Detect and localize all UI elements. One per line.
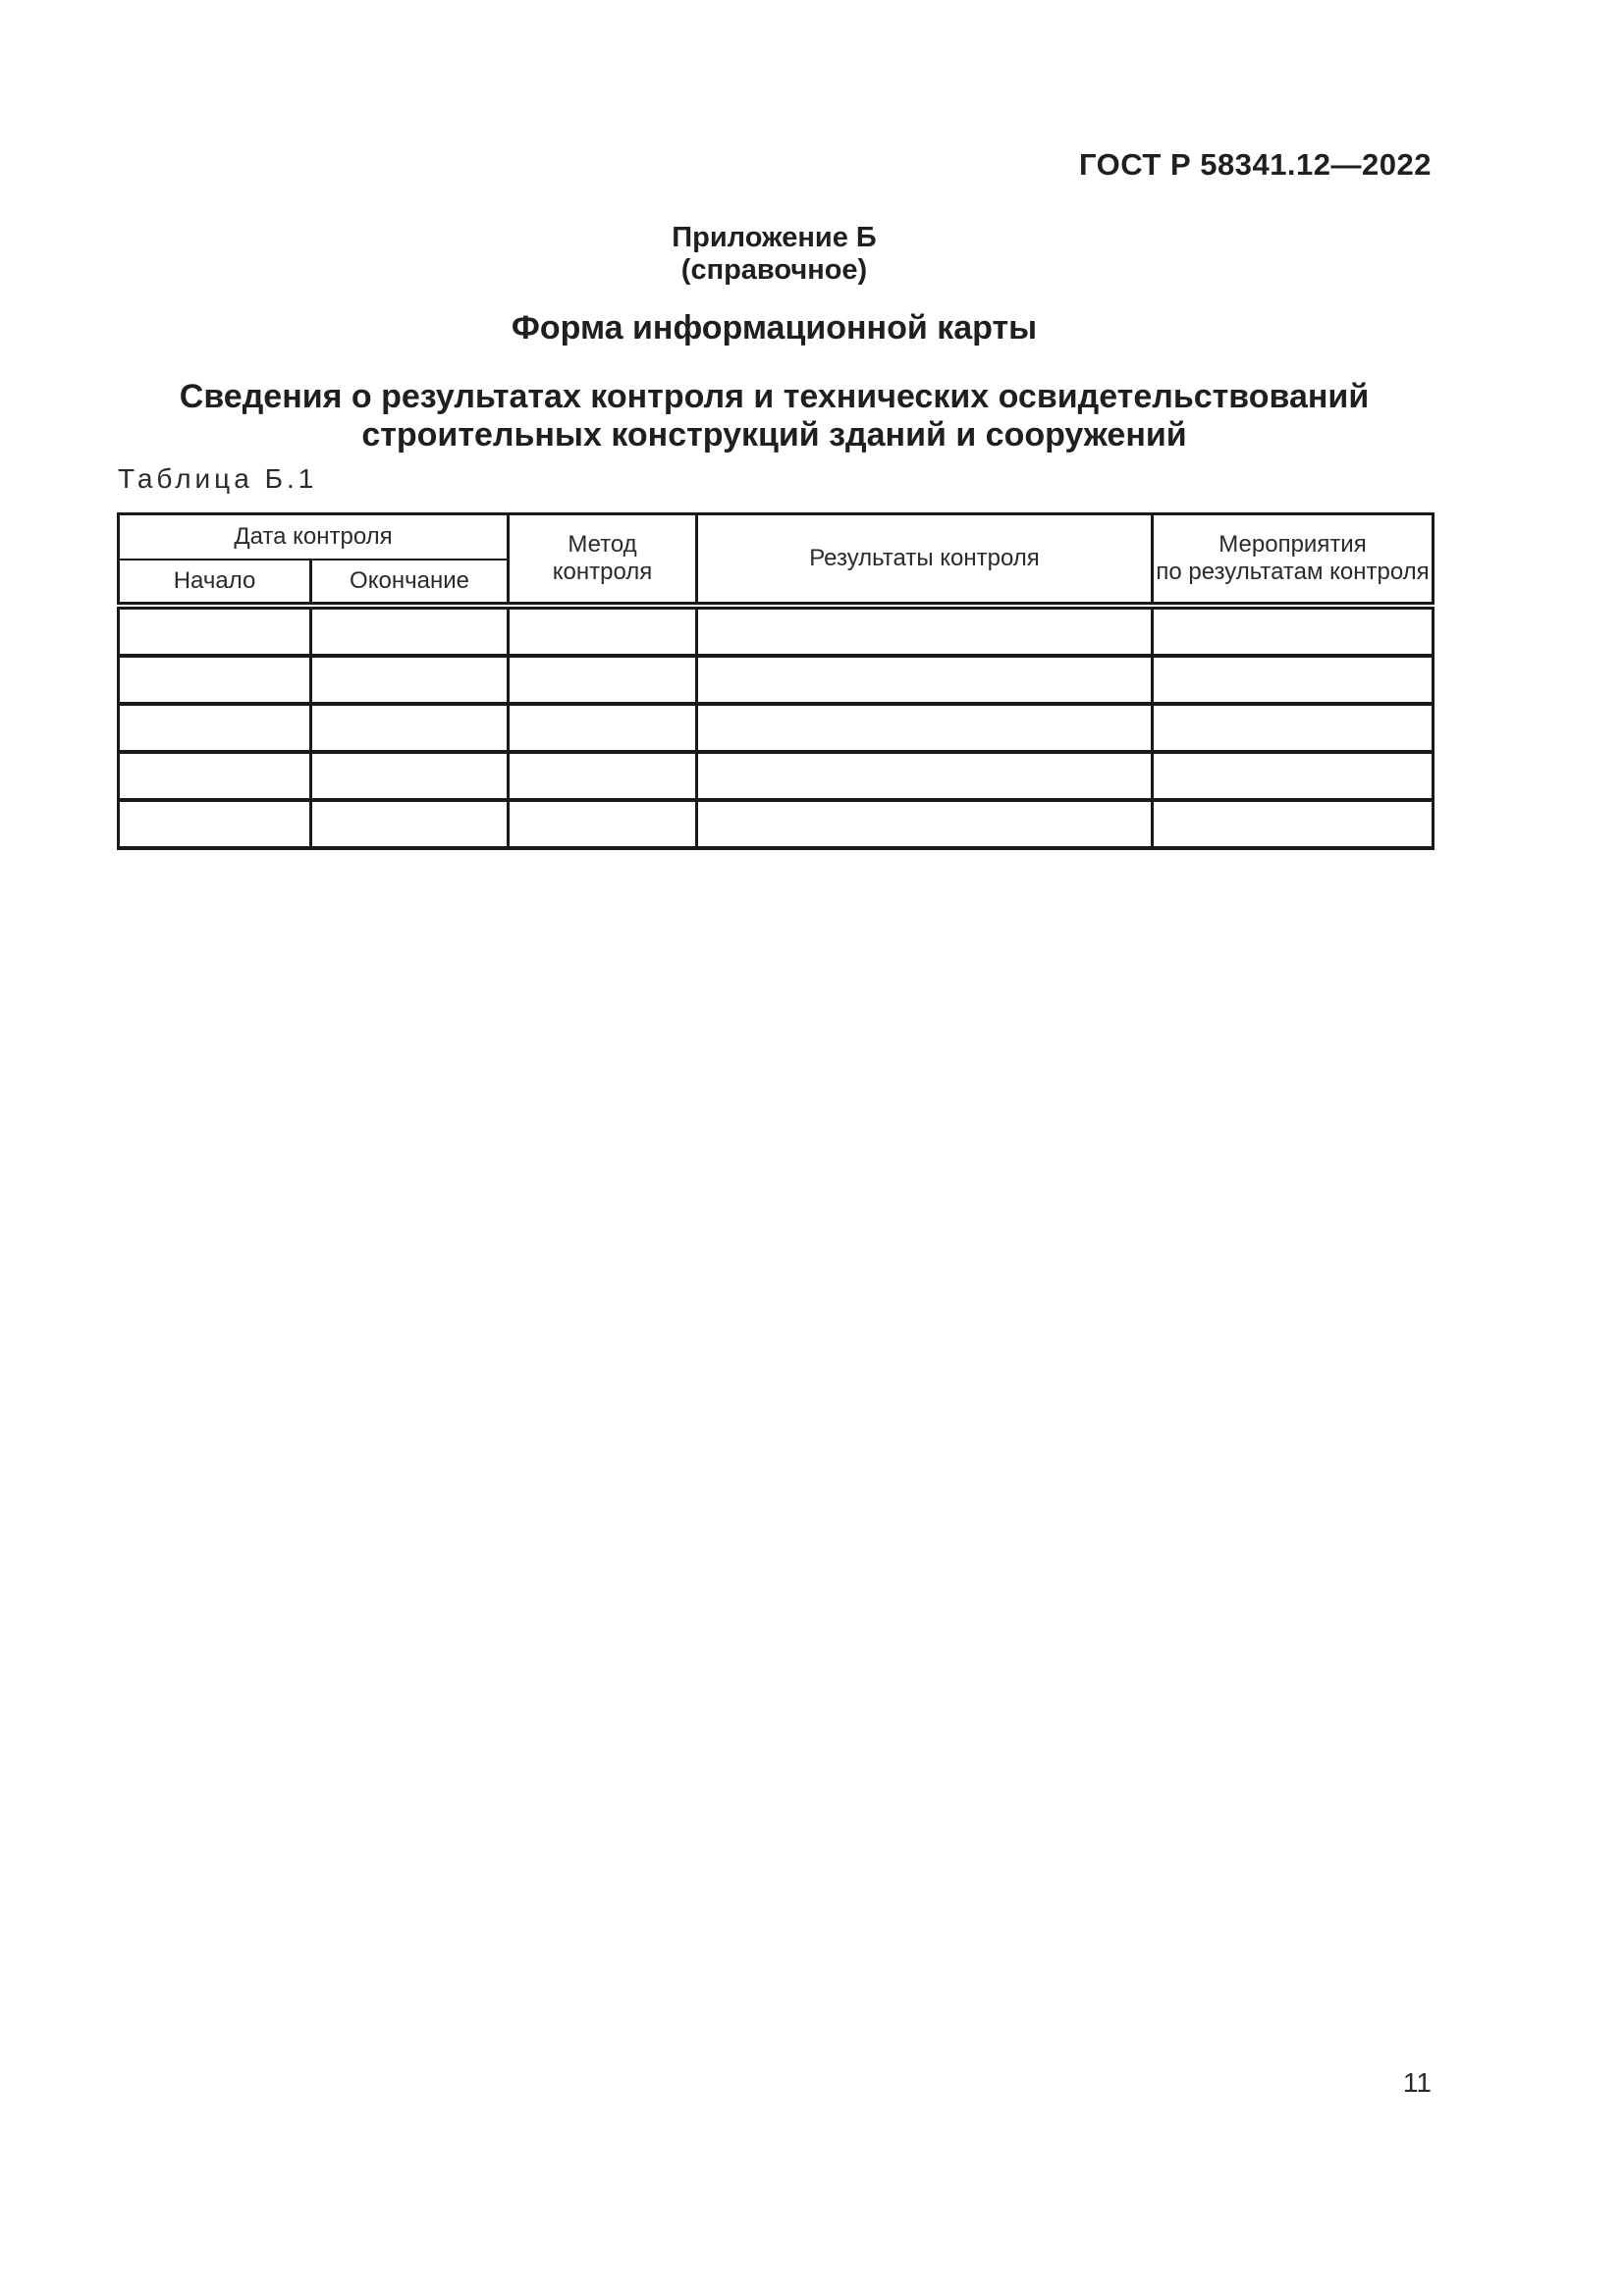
table-cell bbox=[509, 656, 697, 704]
doc-description-line1: Сведения о результатах контроля и технических освидетельствований bbox=[179, 378, 1370, 415]
col-header-measures-line1: Мероприятия bbox=[1218, 531, 1367, 558]
table-cell bbox=[1153, 656, 1434, 704]
doc-description-line2: строительных конструкций зданий и сооружений bbox=[361, 416, 1187, 454]
col-header-method-line2: контроля bbox=[552, 559, 653, 585]
table-cell bbox=[697, 800, 1153, 848]
col-header-method-line1: Метод bbox=[568, 531, 637, 558]
table-header-row-1 bbox=[119, 514, 1434, 561]
table-cell bbox=[119, 752, 311, 800]
table-cell bbox=[311, 656, 509, 704]
table-row bbox=[119, 752, 1434, 800]
table-cell bbox=[697, 656, 1153, 704]
table-cell bbox=[311, 606, 509, 656]
col-header-date-end: Окончание bbox=[311, 560, 509, 606]
table-cell bbox=[1153, 606, 1434, 656]
table-cell bbox=[311, 800, 509, 848]
doc-number: ГОСТ Р 58341.12—2022 bbox=[1079, 147, 1432, 182]
table-cell bbox=[697, 752, 1153, 800]
table-cell bbox=[119, 800, 311, 848]
table-cell bbox=[697, 606, 1153, 656]
appendix-subtitle: (справочное) bbox=[680, 254, 868, 286]
page-number: 11 bbox=[1402, 2067, 1432, 2098]
col-header-measures-line2: по результатам контроля bbox=[1156, 559, 1430, 585]
table-header bbox=[119, 514, 1434, 607]
appendix-title: Приложение Б bbox=[672, 222, 877, 253]
table-cell bbox=[509, 606, 697, 656]
table-cell bbox=[697, 704, 1153, 752]
appendix-heading bbox=[117, 222, 1432, 287]
table-row bbox=[119, 800, 1434, 848]
table-row bbox=[119, 606, 1434, 656]
col-header-date-group: Дата контроля bbox=[119, 514, 509, 561]
col-header-method bbox=[509, 514, 697, 607]
form-title: Форма информационной карты bbox=[511, 309, 1038, 347]
table-row bbox=[119, 656, 1434, 704]
table-cell bbox=[119, 704, 311, 752]
table-cell bbox=[119, 656, 311, 704]
table-cell bbox=[509, 752, 697, 800]
table-caption: Таблица Б.1 bbox=[118, 463, 318, 494]
table-cell bbox=[311, 704, 509, 752]
table-cell bbox=[1153, 752, 1434, 800]
col-header-measures bbox=[1153, 514, 1434, 607]
col-header-date-start: Начало bbox=[119, 560, 311, 606]
control-results-table bbox=[117, 512, 1435, 850]
table-cell bbox=[1153, 800, 1434, 848]
table-body bbox=[119, 606, 1434, 848]
table-cell bbox=[1153, 704, 1434, 752]
table-cell bbox=[509, 800, 697, 848]
col-header-results: Результаты контроля bbox=[697, 514, 1153, 607]
table-cell bbox=[119, 606, 311, 656]
table-row bbox=[119, 704, 1434, 752]
table-cell bbox=[311, 752, 509, 800]
doc-description bbox=[117, 378, 1432, 454]
table-cell bbox=[509, 704, 697, 752]
